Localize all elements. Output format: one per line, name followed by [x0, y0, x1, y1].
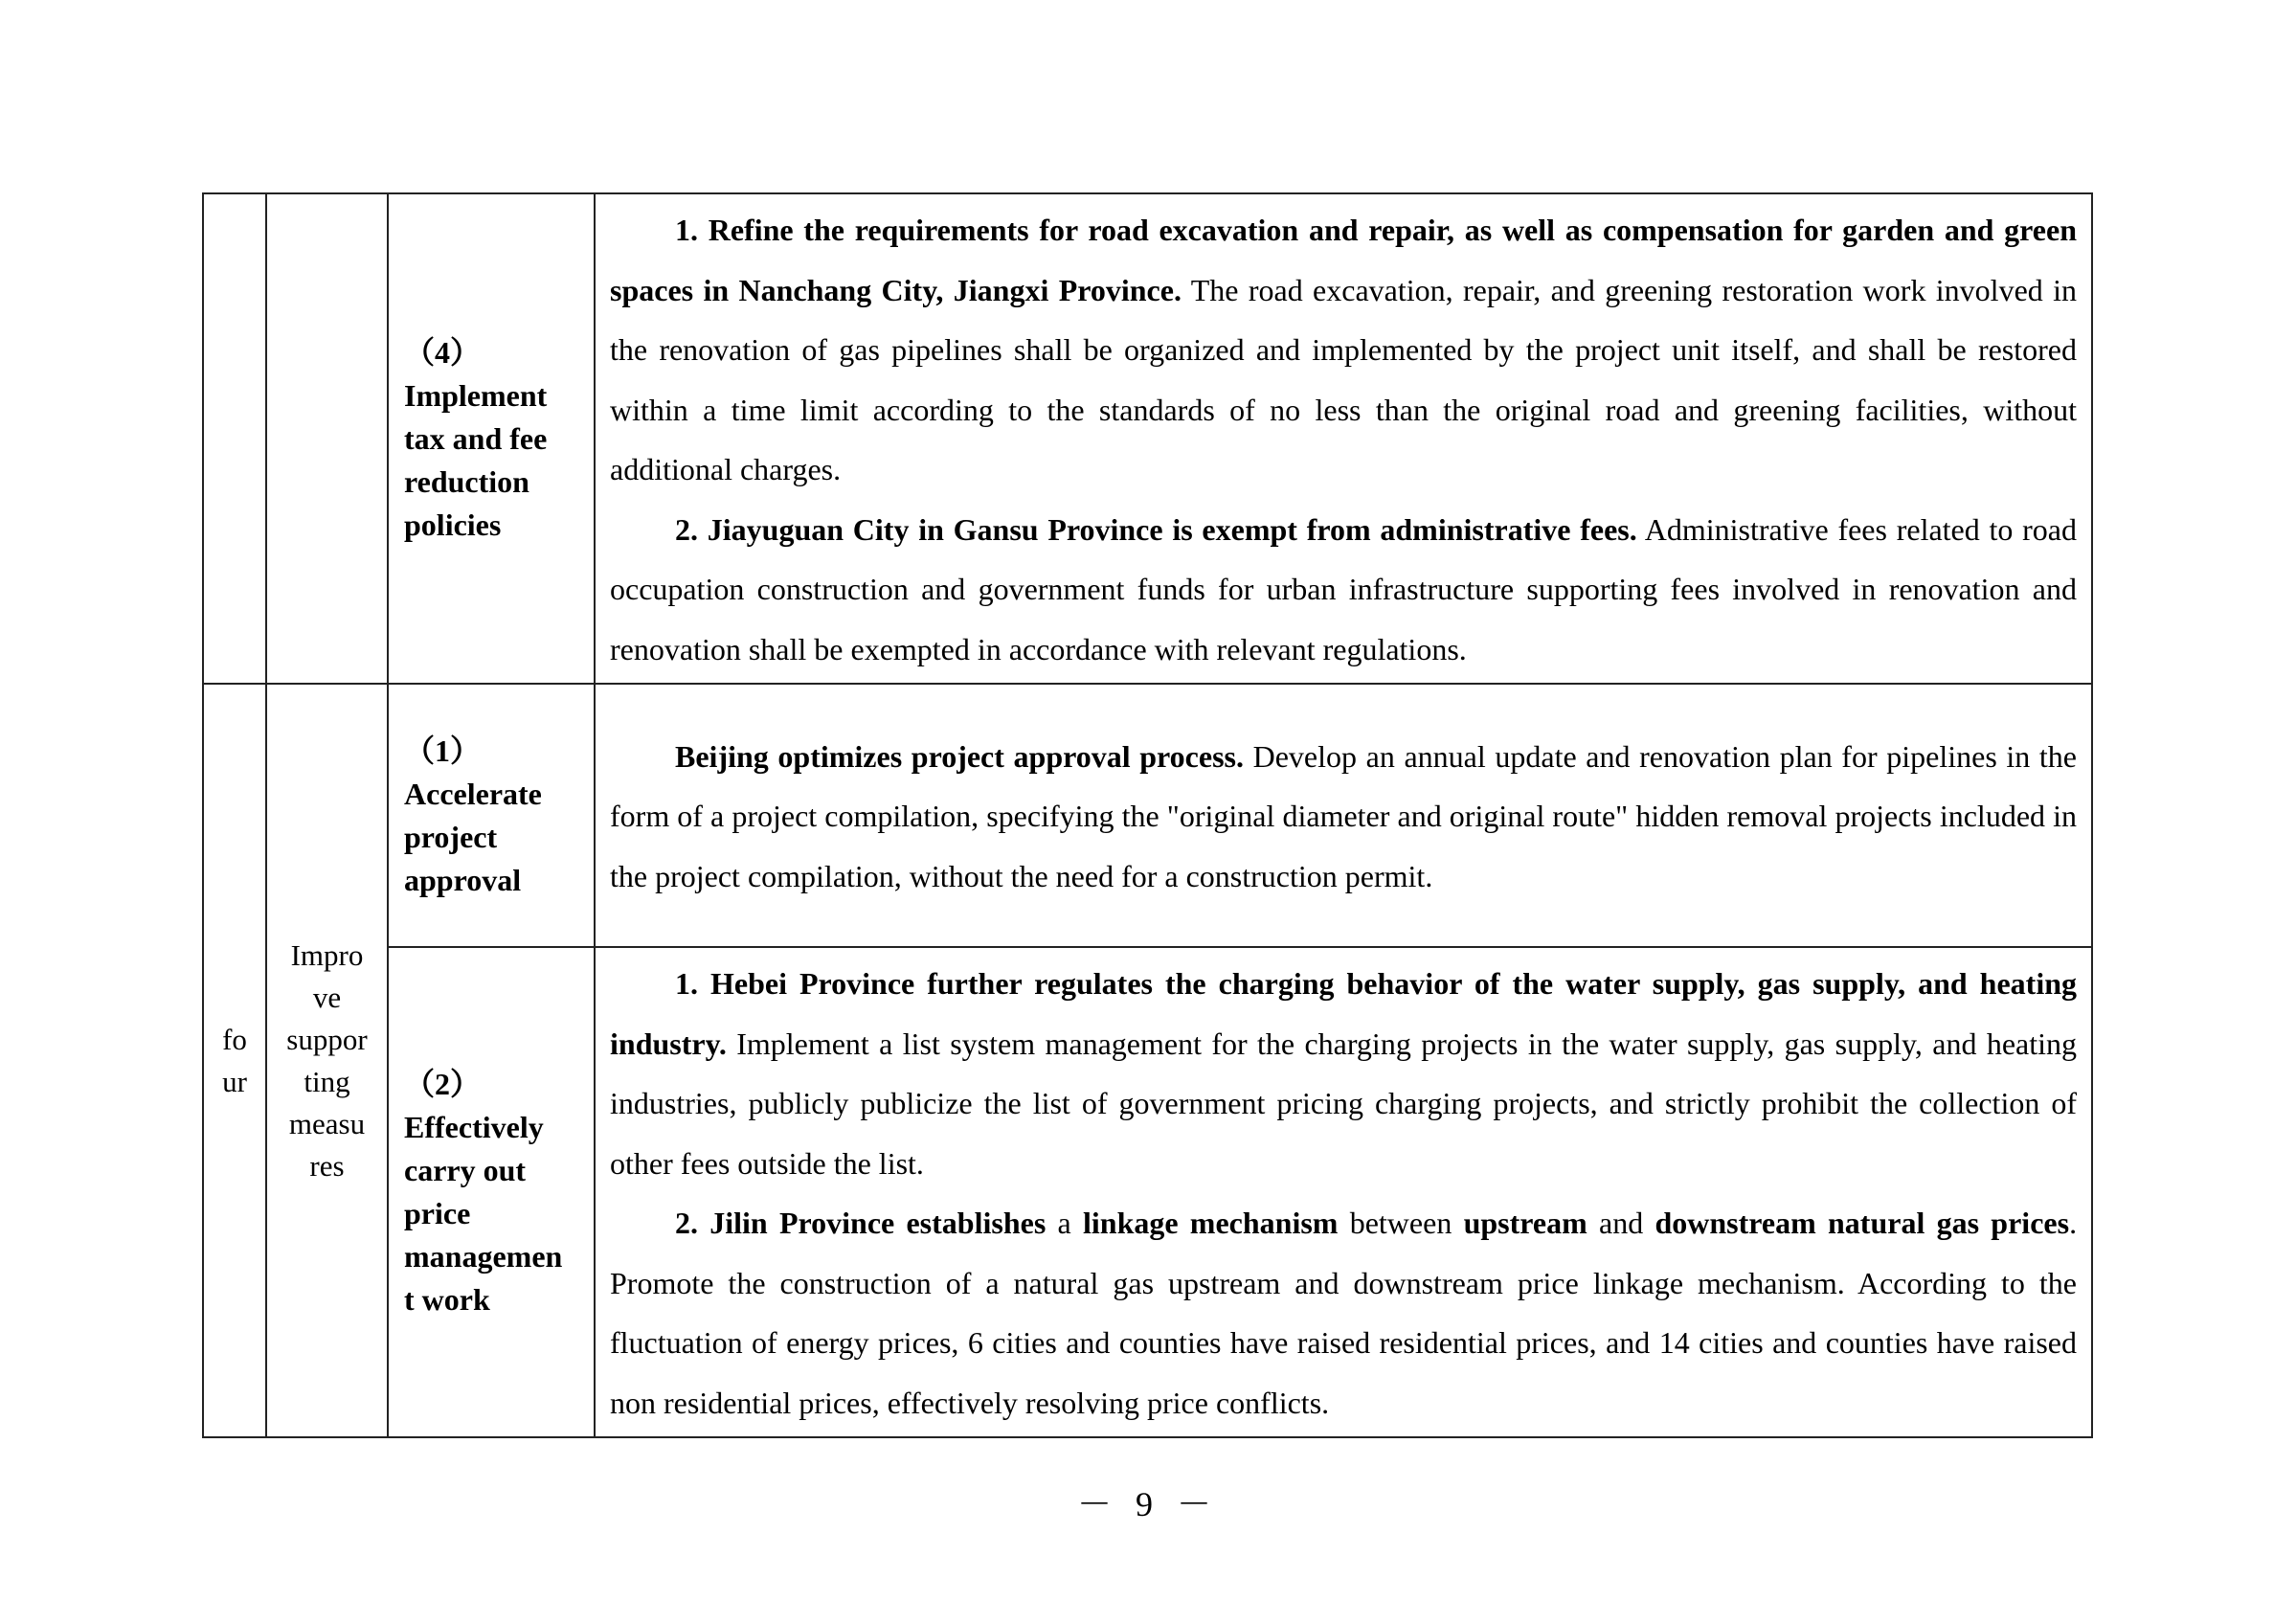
measure-number: （2）	[404, 1067, 482, 1101]
paragraph-heading: 1. Hebei Province further regulates the charging behavior of the water supply, gas supply, and heating industry.	[610, 966, 2077, 1061]
paragraph-text: . Promote the construction of a natural gas upstream and downstream price linkage mechanism. According to the fluctuation of energy prices, 6 cities and counties have raised residential prices, and 14 cities and counties have raised non residential prices, effectively resolving price conflicts.	[610, 1206, 2078, 1420]
measure-cell	[388, 684, 595, 947]
measure-cell	[388, 193, 595, 684]
paragraph-text: and	[1587, 1206, 1655, 1240]
paragraph-text: Administrative fees related to road occupation construction and government funds for urban infrastructure supporting fees involved in renovation and renovation shall be exempted in accordance with relevant regulations.	[610, 511, 2077, 666]
table-row	[203, 193, 2092, 684]
content-paragraph	[610, 954, 2077, 1193]
table-row	[203, 684, 2092, 947]
empty-category-cell	[266, 193, 388, 684]
content-cell	[595, 947, 2092, 1437]
content-paragraph	[610, 1193, 2077, 1432]
content-paragraph	[610, 727, 2077, 907]
measure-cell	[388, 947, 595, 1437]
table-row	[203, 947, 2092, 1437]
measure-line: project	[404, 819, 498, 854]
content-paragraph	[610, 200, 2077, 500]
measure-line: policies	[404, 507, 502, 542]
content-cell	[595, 193, 2092, 684]
paragraph-text: Develop an annual update and renovation plan for pipelines in the form of a project compilation, specifying the "original diameter and original route" hidden removal projects included in the project compilation, without the need for a construction permit.	[610, 738, 2078, 893]
section-number-line: ur	[222, 1064, 247, 1098]
content-cell	[595, 684, 2092, 947]
page-number: － 9 －	[1076, 1485, 1219, 1523]
category-cell	[266, 684, 388, 1437]
bold-term: upstream	[1463, 1206, 1587, 1240]
paragraph-text: a	[1046, 1206, 1083, 1240]
section-number-line: fo	[222, 1022, 247, 1056]
category-line: ting	[304, 1064, 350, 1098]
measure-line: tax and fee	[404, 420, 548, 456]
measure-line: managemen	[404, 1239, 563, 1274]
paragraph-heading: 2. Jiayuguan City in Gansu Province is exempt from administrative fees.	[675, 511, 1637, 547]
paragraph-heading: 2. Jilin Province establishes	[675, 1206, 1047, 1240]
empty-number-cell	[203, 193, 266, 684]
paragraph-text: Implement a list system management for the charging projects in the water supply, gas supply, and heating industries, publicly publicize the list of government pricing charging projects, and strictly prohibit the collection of other fees outside the list.	[610, 1026, 2077, 1181]
measure-line: Implement	[404, 377, 548, 413]
category-line: Impro	[290, 937, 364, 972]
paragraph-text: between	[1338, 1206, 1464, 1240]
paragraph-text: The road excavation, repair, and greening restoration work involved in the renovation of gas pipelines shall be organized and implemented by the project unit itself, and shall be restored within a time limit according to the standards of no less than the original road and greening facilities, without additional charges.	[610, 272, 2078, 486]
policy-table	[202, 192, 2093, 1438]
bold-term: downstream natural gas prices	[1654, 1206, 2070, 1240]
category-line: ve	[312, 980, 342, 1014]
paragraph-heading: Beijing optimizes project approval process.	[675, 738, 1244, 774]
category-line: measu	[288, 1106, 366, 1140]
measure-line: Effectively	[404, 1110, 544, 1144]
measure-line: t work	[404, 1282, 490, 1317]
content-paragraph	[610, 500, 2077, 680]
category-line: suppor	[286, 1022, 368, 1056]
measure-number: （1）	[404, 733, 482, 768]
measure-line: price	[404, 1196, 471, 1230]
measure-number: （4）	[404, 334, 482, 370]
bold-term: linkage mechanism	[1082, 1206, 1339, 1240]
measure-line: reduction	[404, 463, 529, 499]
measure-line: Accelerate	[404, 776, 542, 811]
measure-line: carry out	[404, 1153, 527, 1187]
section-number-cell	[203, 684, 266, 1437]
measure-line: approval	[404, 862, 522, 897]
paragraph-heading: 1. Refine the requirements for road excavation and repair, as well as compensation for garden and green spaces in Nanchang City, Jiangxi Province.	[610, 213, 2077, 307]
category-line: res	[309, 1148, 345, 1183]
